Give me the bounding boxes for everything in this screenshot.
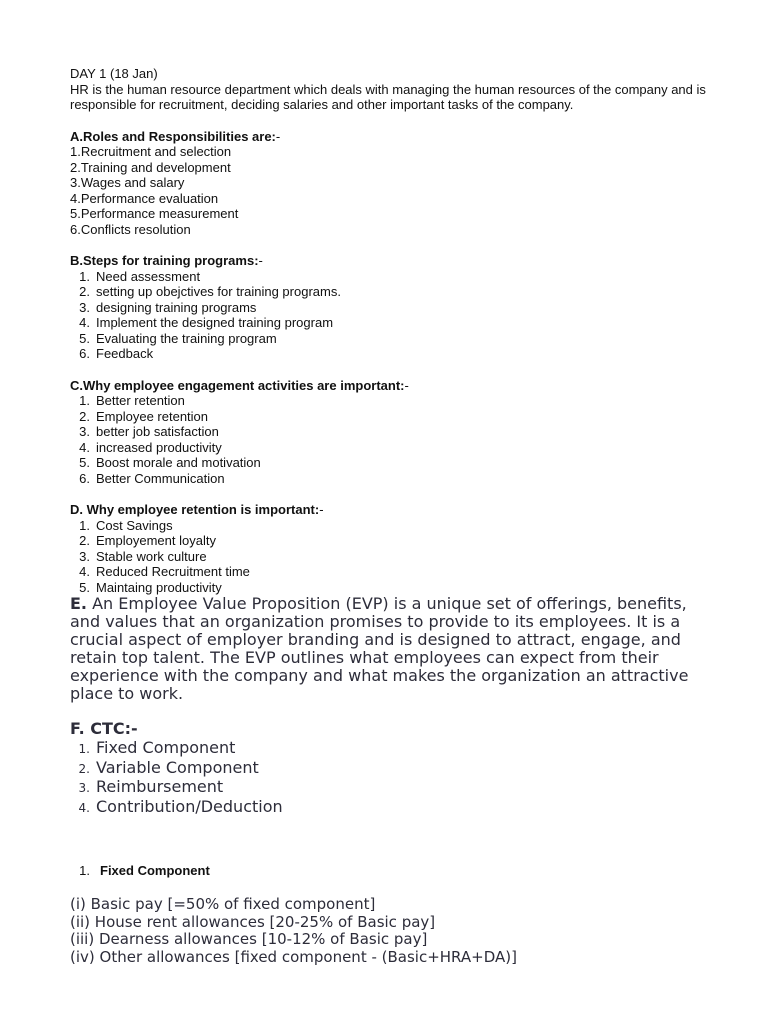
- list-item: (iv) Other allowances [fixed component - (Basic+HRA+DA)]: [70, 947, 517, 966]
- section-a-list: [70, 144, 710, 237]
- list-item: 5. Maintaing productivity: [79, 579, 222, 595]
- list-item: 4. Reduced Recruitment time: [79, 564, 250, 579]
- section-b-heading: B.Steps for training programs:-: [70, 253, 263, 268]
- list-item: 3. better job satisfaction: [79, 424, 219, 439]
- list-item: 4. increased productivity: [79, 439, 222, 455]
- list-item: 1.Recruitment and selection: [70, 144, 232, 159]
- list-item: 4. Implement the designed training program: [79, 315, 334, 330]
- section-a-heading: A.Roles and Responsibilities are:-: [70, 128, 281, 144]
- list-item: 1. Fixed Component: [78, 738, 236, 757]
- section-f-list: [70, 739, 710, 817]
- list-item: 2. Variable Component: [78, 757, 259, 777]
- list-item: 3.Wages and salary: [70, 175, 185, 190]
- list-item: (ii) House rent allowances [20-25% of Basic pay]: [70, 912, 436, 931]
- list-item: (i) Basic pay [=50% of fixed component]: [70, 895, 376, 914]
- list-item: 2.Training and development: [70, 159, 231, 175]
- list-item: 2. Employement loyalty: [79, 533, 216, 548]
- list-item: 1. Cost Savings: [79, 517, 173, 533]
- section-f-heading: F. CTC:-: [70, 719, 138, 738]
- list-item: 6. Feedback: [79, 346, 154, 361]
- fixed-component-list: [70, 896, 710, 966]
- list-item: 6.Conflicts resolution: [70, 221, 191, 237]
- list-item: 2. Employee retention: [79, 408, 209, 424]
- section-d-heading: D. Why employee retention is important:-: [70, 502, 324, 517]
- list-item: 4. Contribution/Deduction: [78, 796, 283, 816]
- list-item: 3. designing training programs: [79, 299, 257, 315]
- section-d-list: [70, 518, 710, 596]
- list-item: 1. Better retention: [79, 393, 185, 408]
- list-item: 5.Performance measurement: [70, 206, 239, 221]
- list-item: (iii) Dearness allowances [10-12% of Basic pay]: [70, 930, 428, 949]
- list-item: 4.Performance evaluation: [70, 190, 219, 206]
- list-item: 6. Better Communication: [79, 470, 225, 486]
- list-item: 3. Reimbursement: [78, 777, 224, 797]
- list-item: 5. Evaluating the training program: [79, 330, 277, 346]
- list-item: 3. Stable work culture: [79, 548, 207, 564]
- intro-paragraph: HR is the human resource department which deals with managing the human resources of the company and is responsible for recruitment, deciding salaries and other important tasks of the company.: [70, 81, 706, 112]
- list-item: 5. Boost morale and motivation: [79, 455, 261, 470]
- list-item: 1. Need assessment: [79, 268, 201, 284]
- fixed-component-subheading: 1. Fixed Component: [79, 863, 210, 879]
- document-page: [70, 66, 710, 966]
- section-c-list: [70, 393, 710, 486]
- section-e-paragraph: E. An Employee Value Proposition (EVP) is a unique set of offerings, benefits, and values that an organization promises to provide to its employees. It is a crucial aspect of employer branding and is designed to attract, engage, and retain top talent. The EVP outlines what employees can expect from their experience with the company and what makes the organization an attractive place to work.: [70, 594, 689, 703]
- day-title: DAY 1 (18 Jan): [70, 66, 158, 81]
- section-c-heading: C.Why employee engagement activities are important:-: [70, 377, 409, 393]
- section-b-list: [70, 269, 710, 362]
- list-item: 2. setting up obejctives for training programs.: [79, 284, 341, 299]
